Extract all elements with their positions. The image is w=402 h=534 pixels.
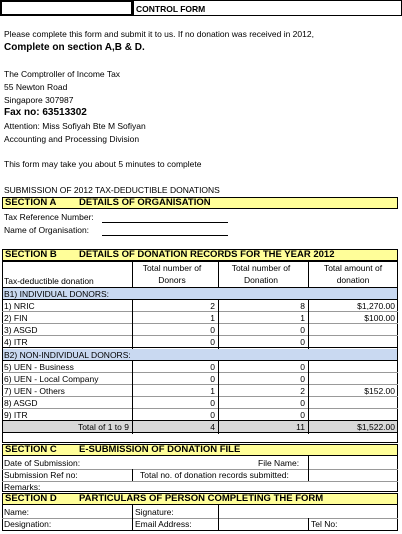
designation-label: Designation:: [4, 519, 52, 529]
row-donation[interactable]: 0: [300, 374, 305, 384]
form-title-cell: [133, 0, 402, 16]
row-donors[interactable]: 0: [210, 337, 215, 347]
records-label: Total no. of donation records submitted:: [140, 470, 289, 480]
row-name: 8) ASGD: [4, 398, 38, 408]
row-donors[interactable]: 0: [210, 325, 215, 335]
ref-label: Submission Ref no:: [4, 470, 78, 480]
table-row: [2, 336, 398, 348]
row-donation[interactable]: 0: [300, 398, 305, 408]
row-donors[interactable]: 2: [210, 301, 215, 311]
col-header-donation: Tax-deductible donation: [4, 276, 94, 286]
col-header-donors-1: Total number of: [142, 263, 202, 273]
row-donors[interactable]: 0: [210, 374, 215, 384]
section-c-label: SECTION C: [5, 444, 57, 455]
col-divider: [308, 361, 309, 434]
table-row: [2, 300, 398, 312]
col-divider: [308, 261, 309, 288]
total-donors: 4: [210, 422, 215, 432]
total-row: [3, 421, 397, 433]
row-amount[interactable]: [308, 373, 398, 385]
b1-label: B1) INDIVIDUAL DONORS:: [4, 289, 110, 299]
row-name: 5) UEN - Business: [4, 362, 74, 372]
col-header-count-1: Total number of: [231, 263, 291, 273]
row-name: 6) UEN - Local Company: [4, 374, 99, 384]
col-header-count-2: Donation: [243, 275, 279, 285]
org-name-label: Name of Organisation:: [4, 225, 90, 235]
col-divider: [132, 261, 133, 288]
section-a-header: [2, 197, 398, 209]
address-line-2: 55 Newton Road: [4, 82, 68, 92]
name-label: Name:: [4, 507, 30, 517]
section-a-label: SECTION A: [5, 197, 57, 208]
section-d-label: SECTION D: [5, 493, 57, 504]
row-donation[interactable]: 8: [300, 301, 305, 311]
row-donation[interactable]: 0: [300, 362, 305, 372]
col-divider: [308, 300, 309, 349]
total-donation: 11: [296, 422, 305, 432]
intro-instruction: Complete on section A,B & D.: [4, 42, 145, 53]
remarks-label: Remarks:: [4, 482, 41, 492]
table-row: [2, 324, 398, 336]
email-label: Email Address:: [135, 519, 192, 529]
tel-label: Tel No:: [311, 519, 338, 529]
col-divider: [218, 261, 219, 288]
col-header-amount-2: donation: [336, 275, 370, 285]
row-name: 4) ITR: [4, 337, 28, 347]
row-amount[interactable]: [308, 361, 398, 373]
row-divider: [2, 481, 398, 482]
col-divider: [308, 518, 309, 530]
col-divider: [308, 456, 309, 481]
intro-line: Please complete this form and submit it to us. If no donation was received in 2012,: [4, 29, 314, 39]
row-donation[interactable]: 2: [300, 386, 305, 396]
col-divider: [218, 300, 219, 349]
tax-ref-field[interactable]: [102, 222, 228, 223]
selected-cell[interactable]: [0, 0, 133, 16]
col-divider: [132, 300, 133, 349]
table-row: [2, 385, 398, 397]
table-row: [2, 361, 398, 373]
col-divider: [132, 361, 133, 434]
section-b-header: [2, 249, 398, 261]
row-donors[interactable]: 0: [210, 398, 215, 408]
row-donation[interactable]: 0: [300, 410, 305, 420]
row-donors[interactable]: 1: [210, 386, 215, 396]
b2-subheader: [3, 349, 397, 361]
table-row: [2, 409, 398, 421]
col-divider: [132, 505, 133, 530]
row-donors[interactable]: 1: [210, 313, 215, 323]
row-name: 2) FIN: [4, 313, 28, 323]
form-title: CONTROL FORM: [136, 4, 206, 14]
row-amount[interactable]: [308, 324, 398, 336]
attention-line: Attention: Miss Sofiyah Bte M Sofiyan: [4, 121, 146, 131]
row-name: 9) ITR: [4, 410, 28, 420]
date-label: Date of Submission:: [4, 458, 81, 468]
section-d-header: [2, 493, 398, 505]
total-label: Total of 1 to 9: [77, 422, 129, 432]
col-header-donors-2: Donors: [158, 275, 186, 285]
row-name: 7) UEN - Others: [4, 386, 65, 396]
total-amount: $1,522.00: [357, 422, 395, 432]
section-c-header: [2, 444, 398, 456]
table-row: [2, 397, 398, 409]
row-donors[interactable]: 0: [210, 362, 215, 372]
section-b-label: SECTION B: [5, 249, 57, 260]
b2-label: B2) NON-INDIVIDUAL DONORS:: [4, 350, 131, 360]
row-amount[interactable]: $152.00: [364, 386, 395, 396]
section-d-title: PARTICULARS OF PERSON COMPLETING THE FORM: [79, 493, 324, 504]
address-line-1: The Comptroller of Income Tax: [4, 69, 121, 79]
section-a-title: DETAILS OF ORGANISATION: [79, 197, 211, 208]
col-divider: [218, 361, 219, 434]
row-donation[interactable]: 0: [300, 325, 305, 335]
section-c-title: E-SUBMISSION OF DONATION FILE: [79, 444, 241, 455]
row-name: 3) ASGD: [4, 325, 38, 335]
address-line-3: Singapore 307987: [4, 95, 74, 105]
section-b-title: DETAILS OF DONATION RECORDS FOR THE YEAR 2012: [79, 249, 335, 260]
table-row: [2, 373, 398, 385]
row-name: 1) NRIC: [4, 301, 35, 311]
signature-label: Signature:: [135, 507, 174, 517]
row-amount[interactable]: [308, 336, 398, 348]
row-amount[interactable]: $100.00: [364, 313, 395, 323]
tax-ref-label: Tax Reference Number:: [4, 212, 94, 222]
row-amount[interactable]: [308, 409, 398, 421]
row-donation[interactable]: 1: [300, 313, 305, 323]
col-divider: [218, 505, 219, 530]
col-divider: [132, 469, 133, 481]
submission-title: SUBMISSION OF 2012 TAX-DEDUCTIBLE DONATIONS: [4, 185, 220, 195]
col-header-amount-1: Total amount of: [323, 263, 383, 273]
org-name-field[interactable]: [102, 235, 228, 236]
fax-number: Fax no: 63513302: [4, 107, 87, 118]
filename-label: File Name:: [258, 458, 300, 468]
row-donation[interactable]: 0: [300, 337, 305, 347]
row-divider: [2, 518, 398, 519]
department-line: Accounting and Processing Division: [4, 134, 140, 144]
duration-note: This form may take you about 5 minutes to complete: [4, 159, 202, 169]
row-donors[interactable]: 0: [210, 410, 215, 420]
b1-subheader: [3, 288, 397, 300]
table-row: [2, 312, 398, 324]
row-amount[interactable]: $1,270.00: [357, 301, 395, 311]
row-amount[interactable]: [308, 397, 398, 409]
